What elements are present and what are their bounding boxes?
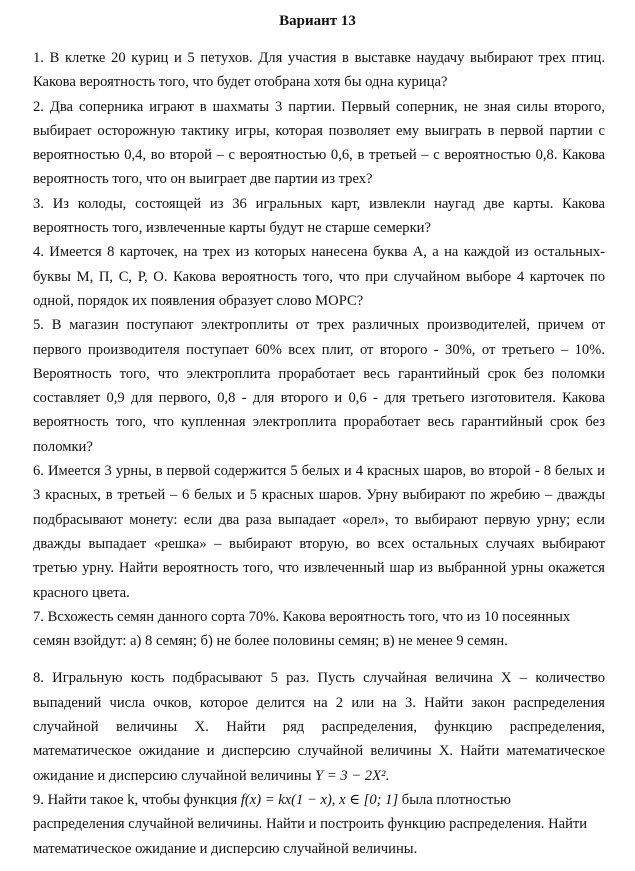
problem-9-formula: f(x) = kx(1 − x), x ∈ [0; 1] [240, 791, 399, 808]
problem-9-prefix: 9. Найти такое k, чтобы функция [33, 791, 241, 808]
problem-8 [33, 666, 605, 787]
problem-8-text: 8. Игральную кость подбрасывают 5 раз. Пусть случайная величина X – количество выпадений числа очков, которое делится на 2 или на 3. Найти закон распределения случайной величины X. Найти ряд распределения, функцию распределения, математическое ожидание и дисперсию случайной величины X. Найти математическое ожидание и дисперсию случайной величины [33, 670, 605, 784]
problem-1: 1. В клетке 20 куриц и 5 петухов. Для участия в выставке наудачу выбирают трех птиц. Какова вероятность того, что будет отобрана хотя бы одна курица? [33, 50, 605, 91]
problem-5: 5. В магазин поступают электроплиты от трех различных производителей, причем от первого производителя поступает 60% всех плит, от второго - 30%, от третьего – 10%. Вероятность того, что электроплита проработает весь гарантийный срок без поломки составляет 0,9 для первого, 0,8 - для второго и 0,6 - для третьего изготовителя. Какова вероятность того, что купленная электроплита проработает весь гарантийный срок без поломки? [33, 317, 605, 455]
problem-9 [33, 788, 605, 861]
problem-9-line-1-end: была плотностью [398, 791, 511, 808]
problem-9-line-2: распределения случайной величины. Найти и построить функцию распределения. Найти [33, 816, 588, 833]
problem-9-line-1 [33, 788, 605, 812]
problem-9-line-3: математическое ожидание и дисперсию случайной величины. [33, 840, 418, 857]
problem-2: 2. Два соперника играют в шахматы 3 партии. Первый соперник, не зная силы второго, выбирает осторожную тактику игры, которая позволяет ему выиграть в первой партии с вероятностью 0,4, во второй – с вероятностью 0,6, в третьей – с вероятностью 0,8. Какова вероятность того, что он выиграет две партии из трех? [33, 98, 605, 188]
problem-list [33, 46, 605, 861]
problem-7 [33, 605, 605, 654]
problem-7-line-1: 7. Всхожесть семян данного сорта 70%. Какова вероятность того, что из 10 посеянных [33, 608, 571, 625]
variant-title: Вариант 13 [279, 13, 356, 29]
problem-6: 6. Имеется 3 урны, в первой содержится 5 белых и 4 красных шаров, во второй - 8 белых и 3 красных, в третьей – 6 белых и 5 красных шаров. Урну выбирают по жребию – дважды подбрасывают монету: если два раза выпадает «орел», то выбирают первую урну; если дважды выпадает «решка» – выбирают вторую, во всех остальных случаях выбирают третью урну. Найти вероятность того, что извлеченный шар из выбранной урны окажется красного цвета. [33, 463, 605, 601]
problem-7-line-2: семян взойдут: а) 8 семян; б) не более половины семян; в) не менее 9 семян. [33, 633, 508, 650]
problem-8-tail: . [385, 767, 390, 784]
problem-8-formula: Y = 3 − 2X² [315, 767, 386, 784]
problem-3: 3. Из колоды, состоящей из 36 игральных карт, извлекли наугад две карты. Какова вероятность того, извлеченные карты будут не старше семерки? [33, 195, 605, 237]
problem-4: 4. Имеется 8 карточек, на трех из которых нанесена буква А, а на каждой из остальных- буквы М, П, С, Р, О. Какова вероятность того, что при случайном выборе 4 карточек по одной, порядок их появления образует слово МОРС? [33, 244, 605, 309]
